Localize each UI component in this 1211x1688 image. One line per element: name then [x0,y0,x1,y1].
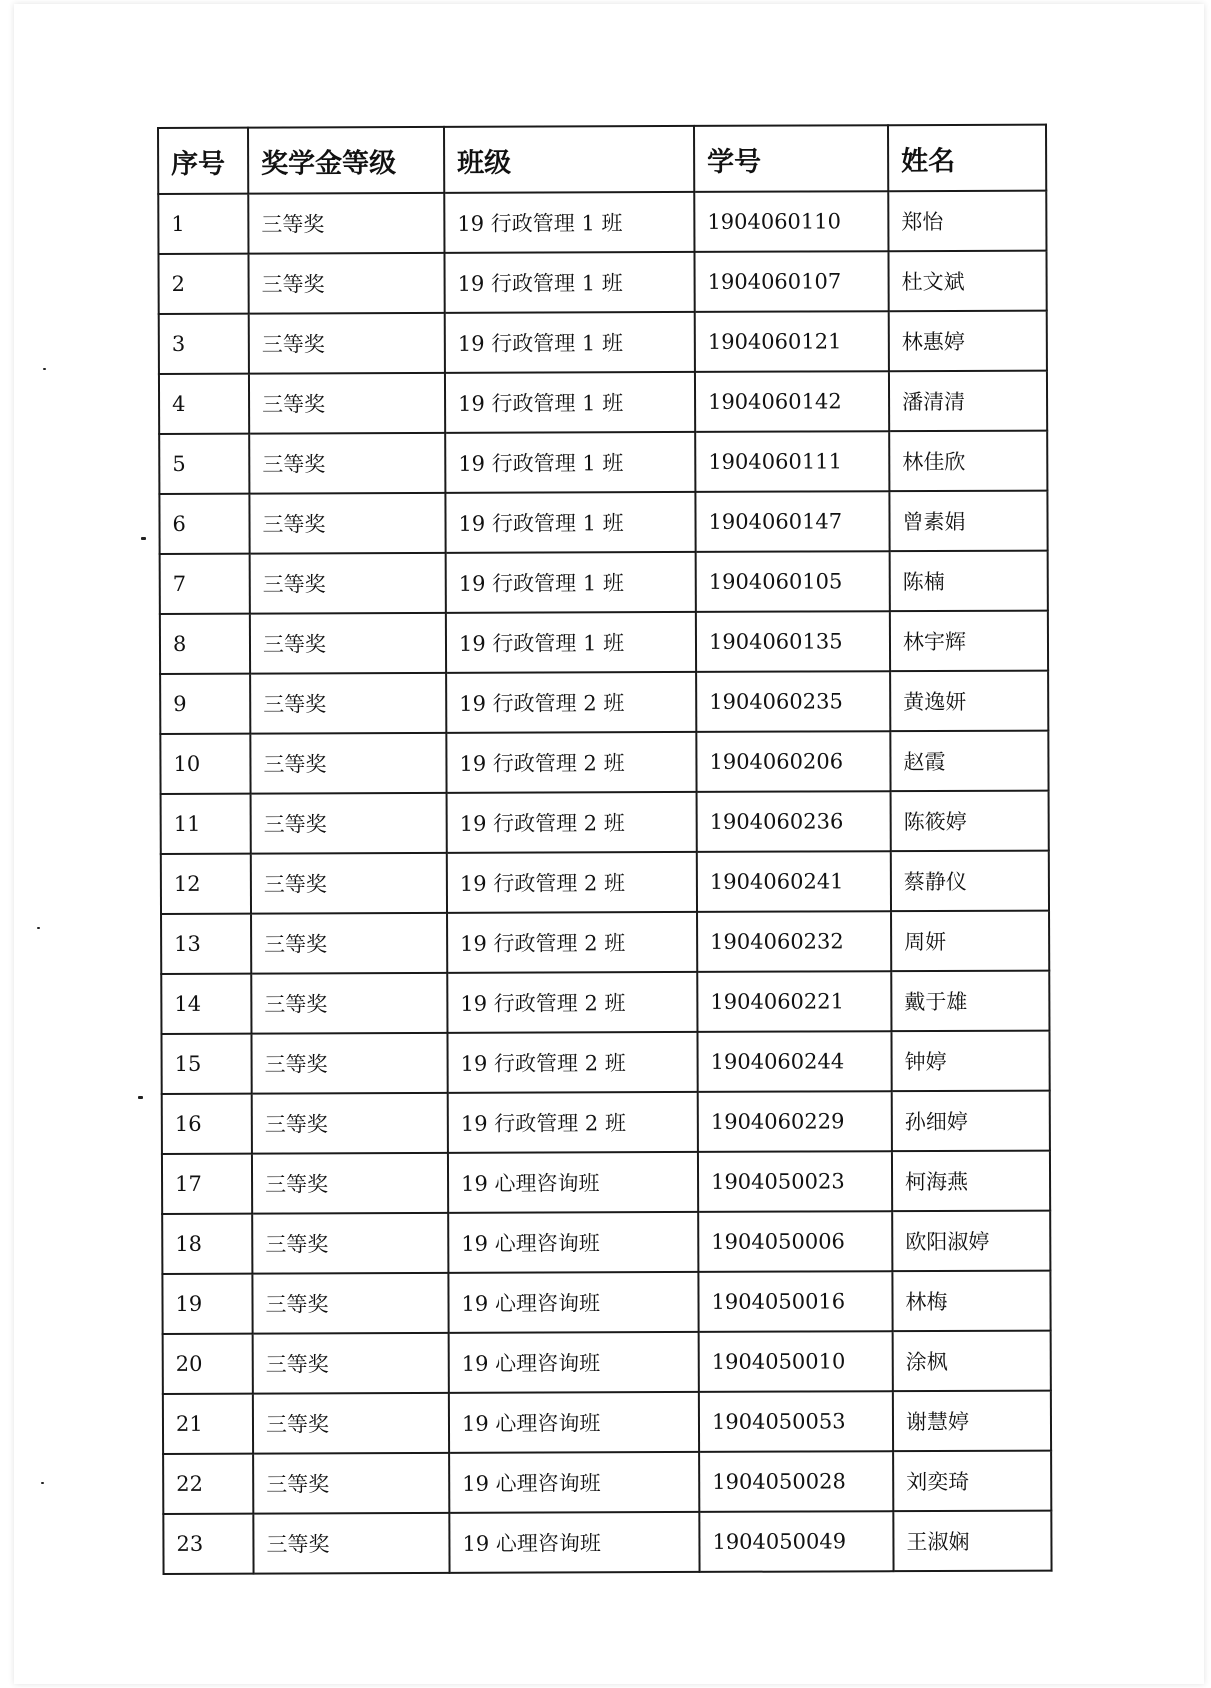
cell-scholarship-level: 三等奖 [250,733,446,794]
cell-index: 20 [163,1334,253,1394]
header-row [158,125,1046,194]
table-row [160,611,1048,674]
cell-class: 19 行政管理 2 班 [447,912,697,973]
cell-scholarship-level: 三等奖 [253,1513,449,1574]
table-row [161,791,1049,854]
cell-scholarship-level: 三等奖 [253,1393,449,1454]
cell-class: 19 行政管理 1 班 [446,552,696,613]
cell-student-id: 1904050006 [698,1211,892,1272]
cell-class: 19 行政管理 2 班 [448,1092,698,1153]
cell-scholarship-level: 三等奖 [251,913,447,974]
cell-index: 1 [158,194,248,254]
cell-class: 19 行政管理 1 班 [445,492,695,553]
cell-student-id: 1904060142 [695,371,889,432]
table-row [162,1091,1050,1154]
cell-index: 19 [162,1274,252,1334]
cell-student-id: 1904060235 [696,671,890,732]
cell-index: 6 [159,494,249,554]
cell-index: 17 [162,1154,252,1214]
table-row [161,1031,1049,1094]
table-row [163,1391,1051,1454]
cell-student-id: 1904060121 [695,311,889,372]
cell-name: 黄逸妍 [890,671,1048,732]
table-row [161,971,1049,1034]
cell-scholarship-level: 三等奖 [252,1153,448,1214]
cell-student-id: 1904060135 [696,611,890,672]
scan-speck [138,1096,143,1099]
cell-student-id: 1904060206 [696,731,890,792]
cell-scholarship-level: 三等奖 [248,193,444,254]
cell-scholarship-level: 三等奖 [251,1033,447,1094]
cell-name: 戴于雄 [891,971,1049,1032]
cell-student-id: 1904050010 [699,1331,893,1392]
cell-class: 19 行政管理 2 班 [447,1032,697,1093]
cell-name: 涂枫 [893,1331,1051,1392]
cell-scholarship-level: 三等奖 [250,673,446,734]
cell-name: 林惠婷 [889,311,1047,372]
cell-index: 13 [161,914,251,974]
cell-index: 14 [161,974,251,1034]
cell-name: 林佳欣 [889,431,1047,492]
scan-speck [43,368,46,370]
cell-name: 周妍 [891,911,1049,972]
cell-student-id: 1904060147 [695,491,889,552]
cell-name: 潘清清 [889,371,1047,432]
cell-class: 19 行政管理 1 班 [444,252,694,313]
cell-index: 16 [162,1094,252,1154]
cell-name: 陈筱婷 [891,791,1049,852]
cell-name: 刘奕琦 [893,1451,1051,1512]
cell-scholarship-level: 三等奖 [248,253,444,314]
cell-scholarship-level: 三等奖 [249,313,445,374]
cell-student-id: 1904060232 [697,911,891,972]
cell-student-id: 1904060221 [697,971,891,1032]
table-row [162,1211,1050,1274]
cell-student-id: 1904060107 [694,251,888,312]
cell-scholarship-level: 三等奖 [252,1213,448,1274]
cell-class: 19 行政管理 2 班 [446,672,696,733]
scholarship-table [157,124,1053,1575]
cell-class: 19 心理咨询班 [448,1152,698,1213]
cell-index: 8 [160,614,250,674]
scan-speck [41,1482,44,1484]
cell-name: 郑怡 [888,191,1046,252]
cell-index: 3 [159,314,249,374]
cell-class: 19 行政管理 1 班 [446,612,696,673]
cell-student-id: 1904060229 [698,1091,892,1152]
cell-name: 陈楠 [890,551,1048,612]
table-row [163,1511,1051,1574]
cell-scholarship-level: 三等奖 [249,493,445,554]
cell-index: 23 [163,1514,253,1574]
cell-scholarship-level: 三等奖 [252,1093,448,1154]
cell-scholarship-level: 三等奖 [250,613,446,674]
table-body [158,191,1051,1574]
table-row [159,371,1047,434]
cell-name: 钟婷 [891,1031,1049,1092]
cell-scholarship-level: 三等奖 [251,973,447,1034]
cell-class: 19 行政管理 2 班 [447,792,697,853]
table-row [160,731,1048,794]
cell-index: 5 [159,434,249,494]
table-row [162,1151,1050,1214]
table-row [159,311,1047,374]
cell-scholarship-level: 三等奖 [249,373,445,434]
cell-scholarship-level: 三等奖 [250,553,446,614]
cell-index: 10 [160,734,250,794]
table-row [163,1331,1051,1394]
cell-index: 18 [162,1214,252,1274]
header-student-id: 学号 [694,125,888,192]
table-row [160,671,1048,734]
cell-index: 12 [161,854,251,914]
cell-scholarship-level: 三等奖 [251,793,447,854]
table-row [161,851,1049,914]
table-row [158,251,1046,314]
cell-index: 7 [160,554,250,614]
cell-name: 曾素娟 [889,491,1047,552]
cell-student-id: 1904050016 [698,1271,892,1332]
cell-name: 孙细婷 [892,1091,1050,1152]
cell-class: 19 行政管理 1 班 [445,312,695,373]
cell-student-id: 1904060236 [697,791,891,852]
table-row [159,431,1047,494]
cell-name: 谢慧婷 [893,1391,1051,1452]
cell-index: 2 [158,254,248,314]
cell-scholarship-level: 三等奖 [249,433,445,494]
header-name: 姓名 [888,125,1046,192]
cell-index: 11 [161,794,251,854]
cell-name: 杜文斌 [888,251,1046,312]
cell-index: 15 [161,1034,251,1094]
header-class: 班级 [444,126,694,193]
header-scholarship-level: 奖学金等级 [248,127,444,194]
cell-student-id: 1904050049 [699,1511,893,1572]
table-row [159,491,1047,554]
cell-index: 9 [160,674,250,734]
cell-class: 19 行政管理 1 班 [445,432,695,493]
cell-name: 林梅 [892,1271,1050,1332]
cell-name: 欧阳淑婷 [892,1211,1050,1272]
cell-scholarship-level: 三等奖 [251,853,447,914]
cell-student-id: 1904060244 [697,1031,891,1092]
table-row [160,551,1048,614]
cell-class: 19 行政管理 1 班 [444,192,694,253]
cell-name: 林宇辉 [890,611,1048,672]
cell-class: 19 行政管理 2 班 [446,732,696,793]
cell-scholarship-level: 三等奖 [252,1273,448,1334]
table-header [158,125,1046,194]
scan-speck [37,927,40,929]
cell-index: 4 [159,374,249,434]
cell-scholarship-level: 三等奖 [253,1333,449,1394]
cell-class: 19 心理咨询班 [448,1272,698,1333]
cell-student-id: 1904060111 [695,431,889,492]
cell-class: 19 心理咨询班 [449,1512,699,1573]
cell-name: 赵霞 [890,731,1048,792]
cell-index: 21 [163,1394,253,1454]
cell-student-id: 1904060105 [696,551,890,612]
cell-student-id: 1904060110 [694,191,888,252]
cell-student-id: 1904050028 [699,1451,893,1512]
cell-class: 19 心理咨询班 [449,1332,699,1393]
cell-scholarship-level: 三等奖 [253,1453,449,1514]
cell-name: 蔡静仪 [891,851,1049,912]
scan-speck [141,537,146,540]
cell-student-id: 1904060241 [697,851,891,912]
cell-student-id: 1904050053 [699,1391,893,1452]
cell-class: 19 心理咨询班 [449,1392,699,1453]
cell-name: 王淑娴 [893,1511,1051,1572]
table-row [158,191,1046,254]
table-row [163,1451,1051,1514]
cell-class: 19 心理咨询班 [449,1452,699,1513]
cell-student-id: 1904050023 [698,1151,892,1212]
header-index: 序号 [158,128,248,194]
scholarship-table-container [157,124,1051,1575]
cell-index: 22 [163,1454,253,1514]
table-row [162,1271,1050,1334]
cell-class: 19 行政管理 2 班 [447,972,697,1033]
cell-class: 19 行政管理 1 班 [445,372,695,433]
cell-class: 19 心理咨询班 [448,1212,698,1273]
cell-name: 柯海燕 [892,1151,1050,1212]
table-row [161,911,1049,974]
cell-class: 19 行政管理 2 班 [447,852,697,913]
